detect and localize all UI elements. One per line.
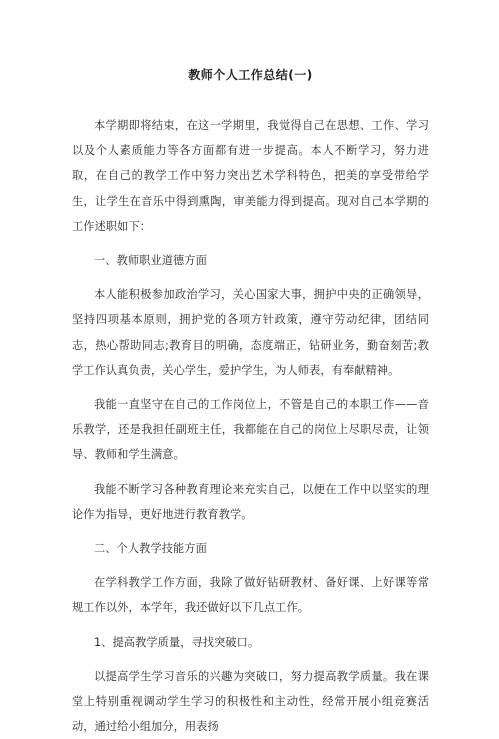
- paragraph-ethics: 本人能积极参加政治学习，关心国家大事，拥护中央的正确领导，坚持四项基本原则，拥护党的各项方针政策，遵守劳动纪律，团结同志，热心帮助同志;教育目的明确，态度端正，钻研业务，勤奋刻苦;教学工作认真负责，关心学生，爱护学生，为人师表，有奉献精神。: [72, 288, 429, 377]
- section-heading-ethics: 一、教师职业道德方面: [94, 254, 207, 268]
- paragraph-quality: 以提高学生学习音乐的兴趣为突破口，努力提高教学质量。我在课堂上特别重视调动学生学习的积极性和主动性，经常开展小组竞赛活动，通过给小组加分，用表扬: [72, 669, 429, 734]
- paragraph-duty: 我能一直坚守在自己的工作岗位上，不管是自己的本职工作——音乐教学，还是我担任副班主任，我都能在自己的岗位上尽职尽责，让领导、教师和学生满意。: [72, 398, 429, 462]
- paragraph-intro: 本学期即将结束，在这一学期里，我觉得自己在思想、工作、学习以及个人素质能力等各方面都有进一步提高。本人不断学习，努力进取，在自己的教学工作中努力突出艺术学科特色，把美的享受带给学生，让学生在音乐中得到熏陶，审美能力得到提高。现对自己本学期的工作述职如下：: [72, 119, 429, 233]
- subheading-quality: 1、提高教学质量，寻找突破口。: [94, 635, 260, 649]
- document-title: 教师个人工作总结(一): [188, 68, 313, 82]
- paragraph-teaching: 在学科教学工作方面，我除了做好钻研教材、备好课、上好课等常规工作以外，本学年，我还做好以下几点工作。: [72, 576, 429, 615]
- section-heading-skills: 二、个人教学技能方面: [94, 542, 207, 556]
- paragraph-learning: 我能不断学习各种教育理论来充实自己，以便在工作中以坚实的理论作为指导，更好地进行教育教学。: [72, 482, 429, 521]
